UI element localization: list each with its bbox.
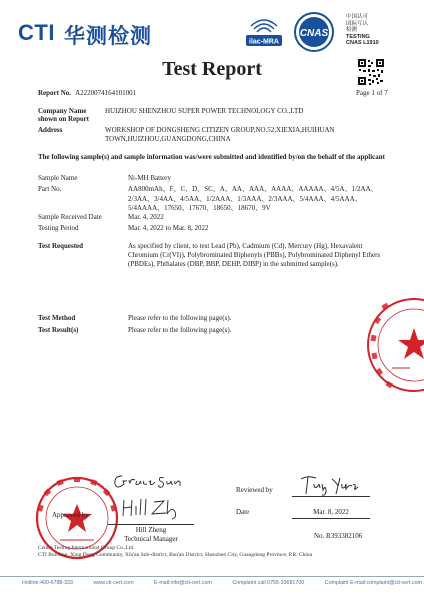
date-line (292, 518, 370, 519)
footer-complaint-call: Complaint call:0755-33681700 (232, 580, 305, 586)
sample-name-value: Ni-MH Battery (128, 174, 171, 182)
report-title: Test Report (162, 58, 262, 80)
side-seal-stamp (362, 290, 424, 400)
sample-name-label: Sample Name (38, 174, 78, 182)
received-label: Sample Received Date (38, 213, 102, 221)
received-value: Mar. 4, 2022 (128, 213, 164, 221)
footer-divider (0, 576, 424, 577)
brand-logo-latin: CTI (18, 20, 55, 45)
company-name: HUIZHOU SHENZHOU SUPER POWER TECHNOLOGY CO.,LTD (105, 107, 304, 115)
approver-title: Technical Manager (124, 535, 178, 543)
approver-signature-line (108, 524, 194, 525)
period-value: Mar. 4, 2022 to Mar. 8, 2022 (128, 224, 209, 232)
footer-complaint-email[interactable]: Complaint E-mail:complaint@cti-cert.com (324, 580, 422, 586)
cnas-logo (288, 11, 340, 53)
ilac-text: ilac-MRA (249, 38, 279, 46)
date-label: Date (236, 508, 250, 516)
date-value: Mar. 8, 2022 (313, 508, 349, 516)
address-label: Address (38, 126, 63, 134)
footer-website[interactable]: www.cti-cert.com (93, 580, 134, 586)
method-value: Please refer to the following page(s). (128, 314, 232, 322)
address-value: WORKSHOP OF DONGSHENG CITIZEN GROUP,NO.52,XIEXIA,HUIHUAN TOWN,HUIZHOU,GUANGDONG,CHINA (105, 126, 335, 143)
footer-contacts (22, 580, 422, 586)
requested-label: Test Requested (38, 242, 84, 250)
intro-text: The following sample(s) and sample information was/were submitted and identified by/on the behalf of the applicant (38, 153, 385, 161)
report-number: Report No. A2220074164101001 (38, 89, 137, 97)
cnas-text: CNAS (299, 28, 329, 39)
brand-logo-chinese: 华测检测 (64, 25, 152, 48)
signature-hill (120, 496, 182, 520)
company-label: Company Name shown on Report (38, 107, 89, 123)
ilac-mra-logo (245, 12, 283, 52)
period-label: Testing Period (38, 224, 79, 232)
signature-reviewer (298, 474, 362, 496)
method-label: Test Method (38, 314, 76, 322)
reviewed-label: Reviewed by (236, 486, 273, 494)
footer-email[interactable]: E-mail:info@cti-cert.com (154, 580, 212, 586)
part-no-label: Part No. (38, 185, 62, 193)
part-no-value: AA800mAh、F、C、D、SC、A、AA、AAA、AAAA、AAAAA、4/5A、1/2AA、2/3AA、3/4AA、4/5AA、1/2AAA、1/3AAA、2/3AAA、5/4AAA、4/5AAA、5/4AAAA、17650、17670、18650、18670、9V (128, 185, 378, 212)
approved-label: Approved by (52, 511, 89, 519)
reviewer-signature-line (292, 496, 370, 497)
footer-hotline: Hotline:400-6788-333 (22, 580, 73, 586)
signature-grace (112, 470, 190, 492)
requested-value: As specified by client, to test Lead (Pb), Cadmium (Cd), Mercury (Hg), Hexavalent Chromium (Cr(VI)), Polybrominated Biphenyls (PBBs), Polybrominated Diphenyl Ethers (PBDEs), Phthalates (DBP, BBP, DEHP, DIBP) in the submitted sample(s). (128, 242, 381, 269)
accreditation-text: 中国认可 国际互认 检测 TESTING CNAS L1910 (346, 14, 379, 47)
serial-number: No. R393382106 (314, 532, 363, 540)
result-label: Test Result(s) (38, 326, 79, 334)
result-value: Please refer to the following page(s). (128, 326, 232, 334)
approver-name: Hill Zheng (135, 526, 167, 534)
organization-address: Centre Testing International Group Co.,Ltd. CTI Building, Xing Dong Community, Xin'an Sub-district, Bao'an District, Shenzhen City, Guangdong Province, P.R. China (38, 545, 313, 558)
page-indicator: Page 1 of 7 (356, 89, 388, 97)
